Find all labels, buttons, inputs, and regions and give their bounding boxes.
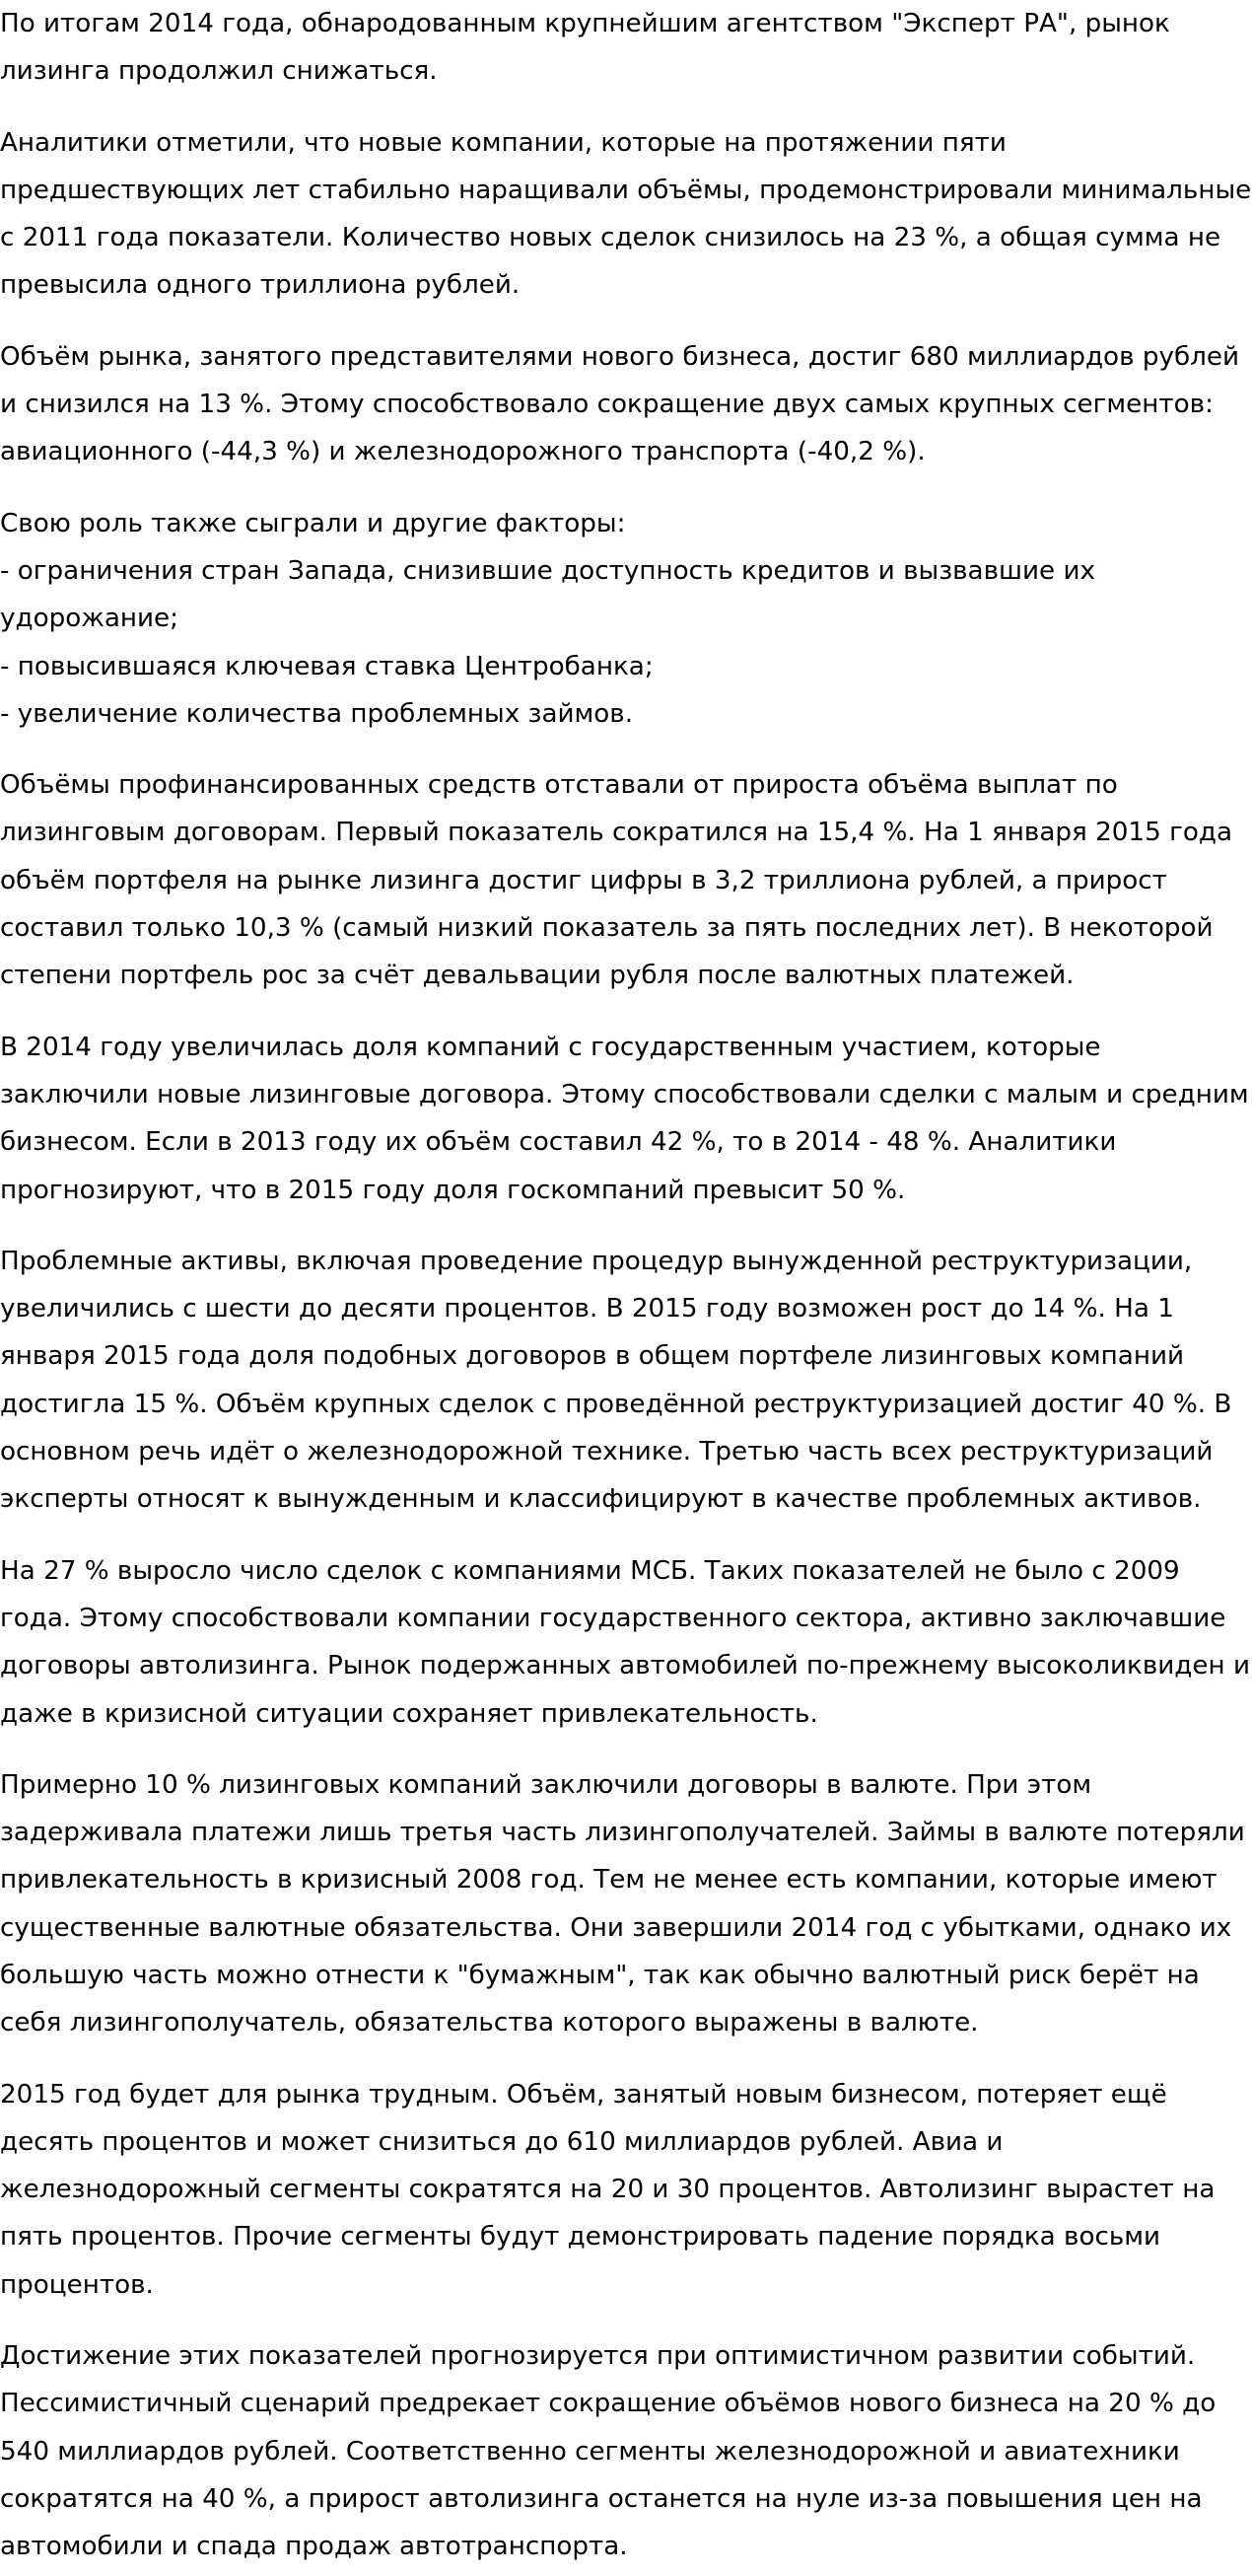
paragraph-currency-contracts: Примерно 10 % лизинговых компаний заключили договоры в валюте. При этом задерживала платежи лишь третья часть лизингополучателей. Займы в валюте потеряли привлекательность в кризисный 2008 год. Тем не менее есть компании, которые имеют существенные валютные обязательства. Они завершили 2014 год с убытками, однако их большую часть можно отнести к "бумажным", так как обычно валютный риск берёт на себя лизингополучатель, обязательства которого выражены в валюте. — [0, 1769, 1245, 2039]
paragraph-state-companies: В 2014 году увеличилась доля компаний с государственным участием, которые заключили новые лизинговые договора. Этому способствовали сделки с малым и средним бизнесом. Если в 2013 году их объём составил 42 %, то в 2014 - 48 %. Аналитики прогнозируют, что в 2015 году доля госкомпаний превысит 50 %. — [0, 1032, 1249, 1205]
factor-item-bad-loans: - увеличение количества проблемных займов. — [0, 698, 634, 729]
paragraph-market-decline: По итогам 2014 года, обнародованным крупнейшим агентством "Эксперт РА", рынок лизинга продолжил снижаться. — [0, 9, 1170, 87]
paragraph-scenarios: Достижение этих показателей прогнозируется при оптимистичном развитии событий. Пессимистичный сценарий предрекает сокращение объёмов нового бизнеса на 20 % до 540 миллиардов рублей. Соответственно сегменты железнодорожной и авиатехники сократятся на 40 %, а прирост автолизинга останется на нуле из-за повышения цен на автомобили и спада продаж автотранспорта. — [0, 2341, 1217, 2562]
paragraph-factors — [0, 500, 1252, 738]
paragraph-problem-assets: Проблемные активы, включая проведение процедур вынужденной реструктуризации, увеличились с шести до десяти процентов. В 2015 году возможен рост до 14 %. На 1 января 2015 года доля подобных договоров в общем портфеле лизинговых компаний достигла 15 %. Объём крупных сделок с проведённой реструктуризацией достиг 40 %. В основном речь идёт о железнодорожной технике. Третью часть всех реструктуризаций эксперты относят к вынужденным и классифицируют в качестве проблемных активов. — [0, 1246, 1232, 1515]
factor-item-key-rate: - повысившаяся ключевая ставка Центробанка; — [0, 651, 654, 681]
paragraph-new-companies: Аналитики отметили, что новые компании, которые на протяжении пяти предшествующих лет стабильно наращивали объёмы, продемонстрировали минимальные с 2011 года показатели. Количество новых сделок снизилось на 23 %, а общая сумма не превысила одного триллиона рублей. — [0, 127, 1252, 301]
paragraph-sme-deals: На 27 % выросло число сделок с компаниями МСБ. Таких показателей не было с 2009 года. Этому способствовали компании государственного сектора, активно заключавшие договоры автолизинга. Рынок подержанных автомобилей по-прежнему высоколиквиден и даже в кризисной ситуации сохраняет привлекательность. — [0, 1555, 1250, 1729]
paragraph-portfolio: Объёмы профинансированных средств отставали от прироста объёма выплат по лизинговым договорам. Первый показатель сократился на 15,4 %. На 1 января 2015 года объём портфеля на рынке лизинга достиг цифры в 3,2 триллиона рублей, а прирост составил только 10,3 % (самый низкий показатель за пять последних лет). В некоторой степени портфель рос за счёт девальвации рубля после валютных платежей. — [0, 770, 1233, 991]
factor-item-sanctions: - ограничения стран Запада, снизившие доступность кредитов и вызвавшие их удорожание; — [0, 555, 1095, 634]
paragraph-forecast-2015: 2015 год будет для рынка трудным. Объём, занятый новым бизнесом, потеряет ещё десять процентов и может снизиться до 610 миллиардов рублей. Авиа и железнодорожный сегменты сократятся на 20 и 30 процентов. Автолизинг вырастет на пять процентов. Прочие сегменты будут демонстрировать падение порядка восьми процентов. — [0, 2079, 1216, 2300]
factors-intro: Свою роль также сыграли и другие факторы: — [0, 508, 626, 538]
paragraph-market-volume: Объём рынка, занятого представителями нового бизнеса, достиг 680 миллиардов рублей и снизился на 13 %. Этому способствовало сокращение двух самых крупных сегментов: авиационного (-44,3 %) и железнодорожного транспорта (-40,2 %). — [0, 341, 1239, 467]
